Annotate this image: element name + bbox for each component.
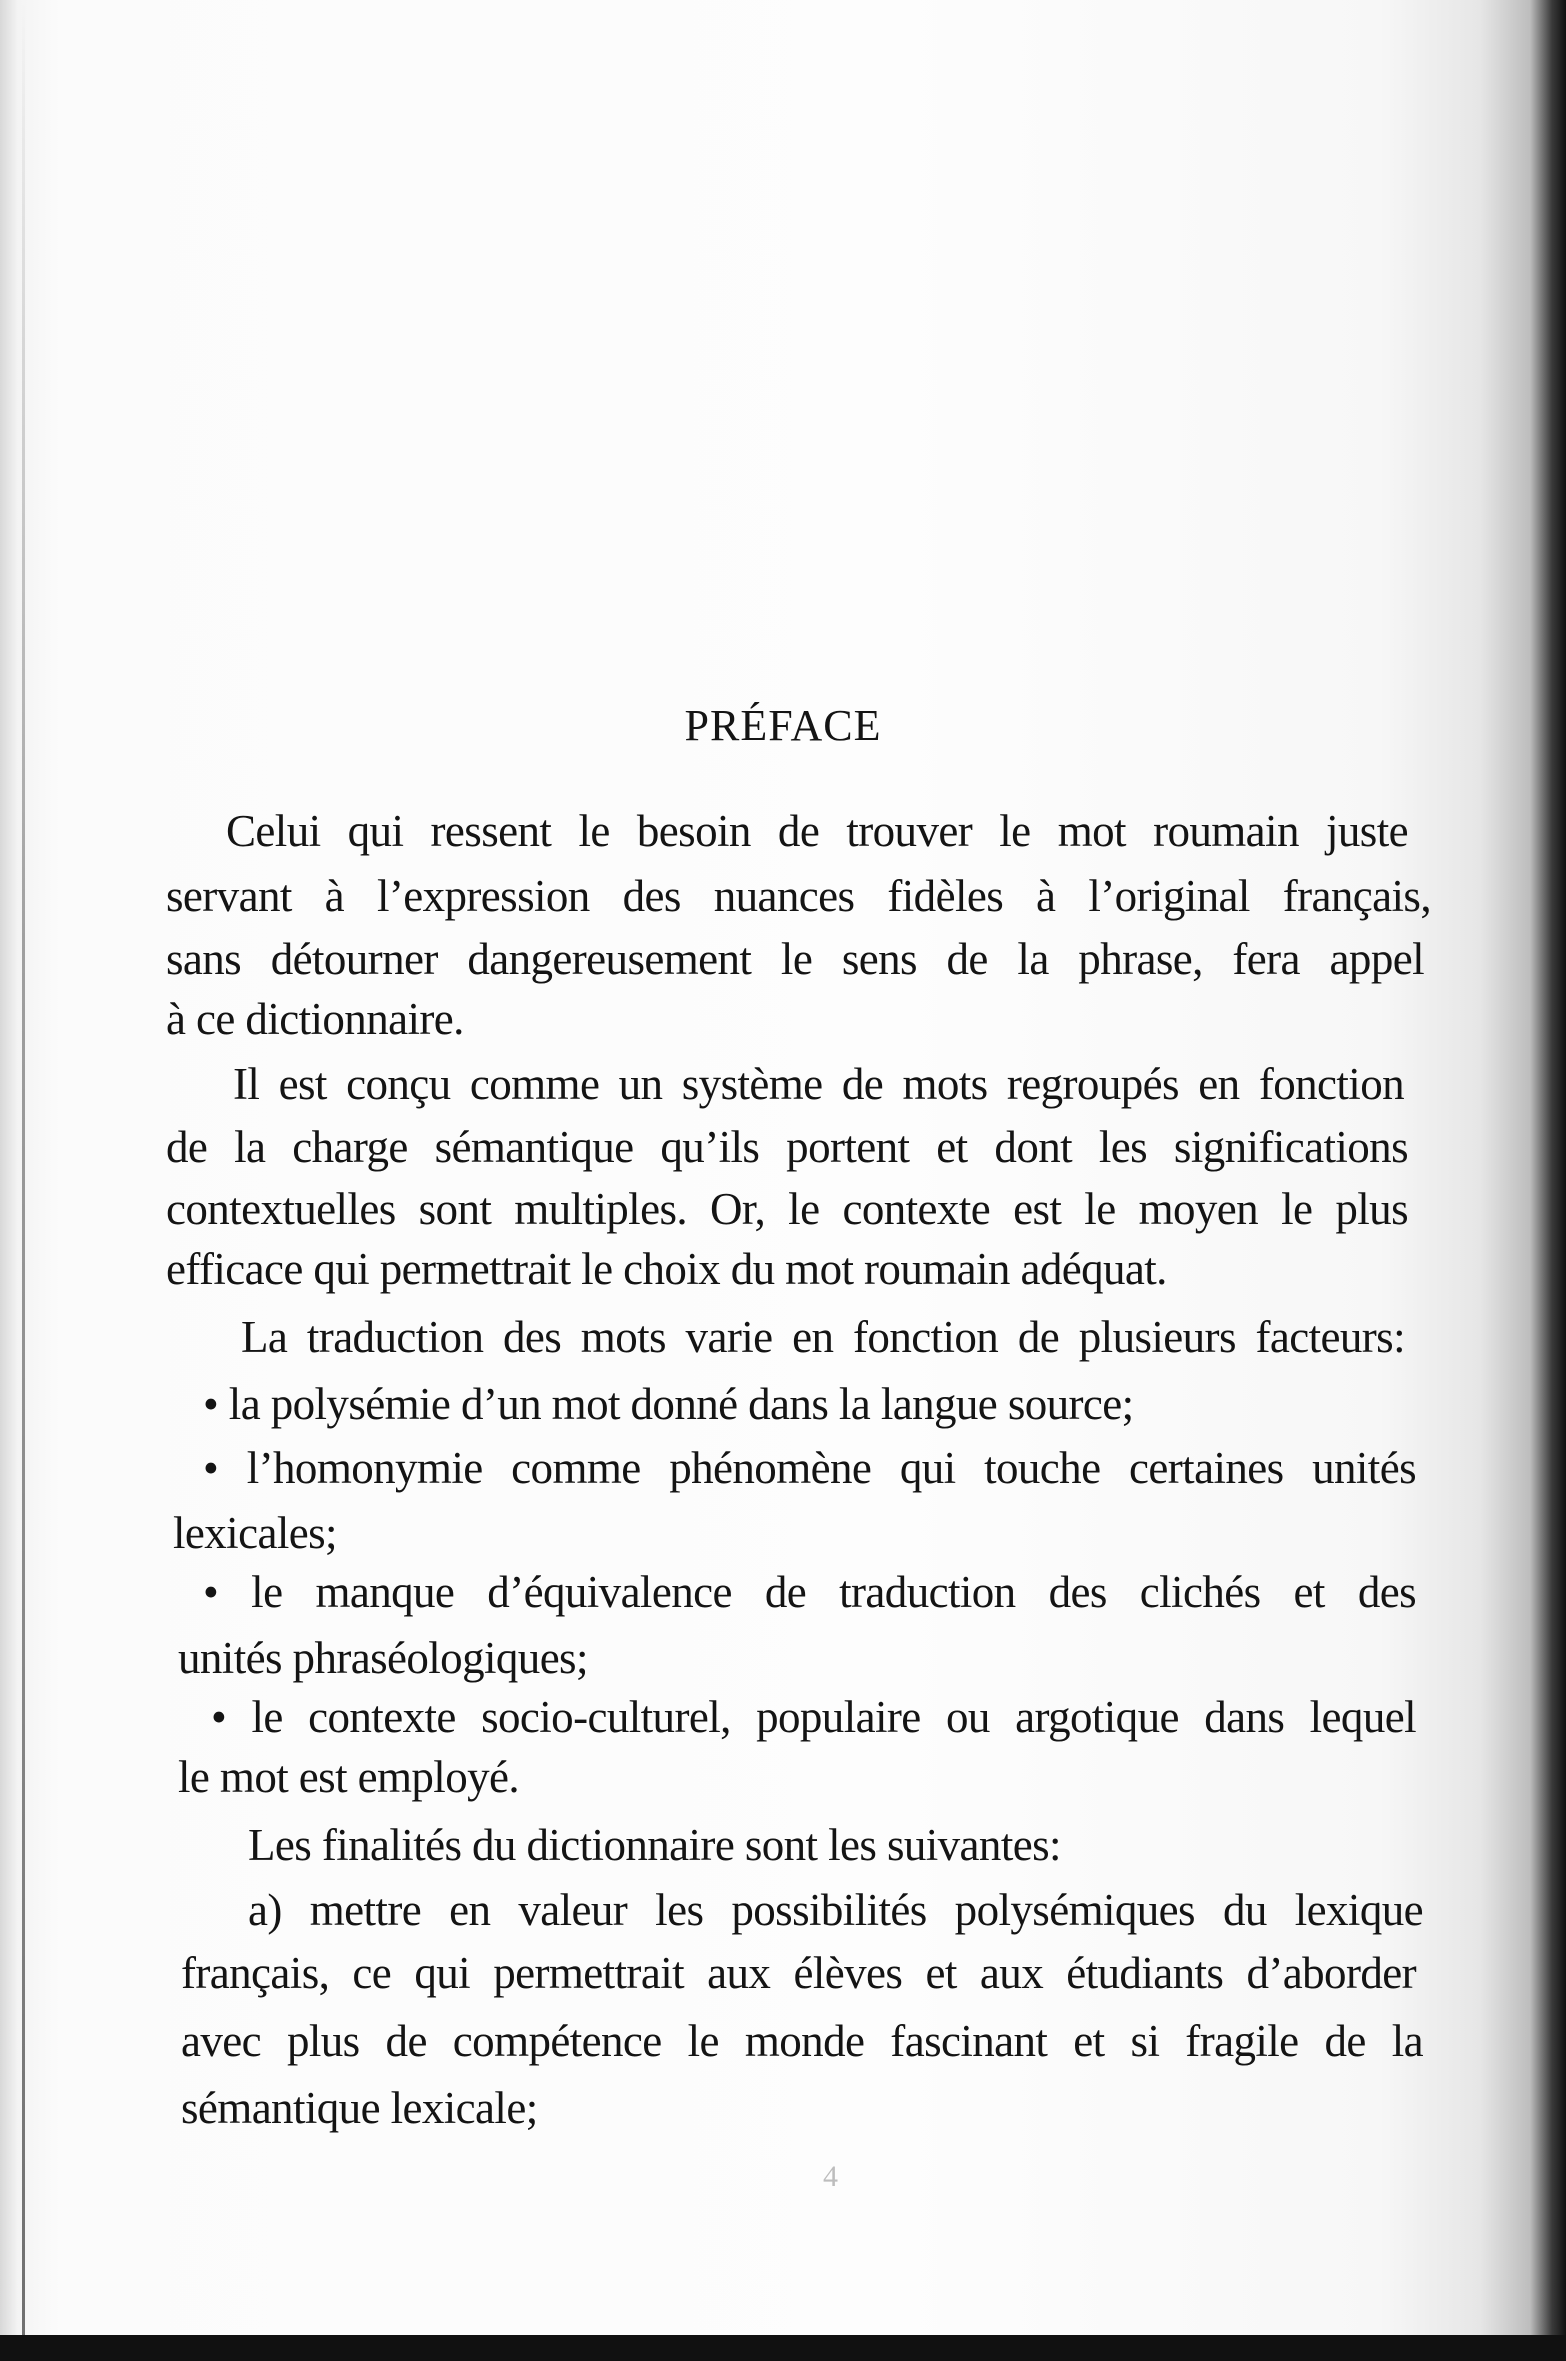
text-line: sans détourner dangereusement le sens de la phrase, fera appel <box>166 934 1424 984</box>
text-line: français, ce qui permettrait aux élèves et aux étudiants d’aborder <box>181 1948 1416 1998</box>
text-line: lexicales; <box>173 1508 337 1558</box>
list-item: • le manque d’équivalence de traduction des clichés et des <box>203 1567 1416 1617</box>
text-line: à ce dictionnaire. <box>166 994 464 1044</box>
text-line: avec plus de compétence le monde fascinant et si fragile de la <box>181 2016 1423 2066</box>
list-item: • l’homonymie comme phénomène qui touche certaines unités <box>203 1443 1416 1493</box>
page-gutter-shadow <box>22 0 25 2361</box>
text-line: servant à l’expression des nuances fidèles à l’original français, <box>166 871 1431 921</box>
list-item: • la polysémie d’un mot donné dans la langue source; <box>203 1379 1134 1429</box>
text-line: de la charge sémantique qu’ils portent et dont les significations <box>166 1122 1408 1172</box>
text-line: La traduction des mots varie en fonction de plusieurs facteurs: <box>241 1312 1405 1362</box>
text-line: Celui qui ressent le besoin de trouver le mot roumain juste <box>226 806 1408 856</box>
text-line: unités phraséologiques; <box>178 1633 588 1683</box>
text-line: sémantique lexicale; <box>181 2083 538 2133</box>
scan-border <box>0 2335 1566 2361</box>
text-line: Les finalités du dictionnaire sont les suivantes: <box>248 1820 1061 1870</box>
text-line: contextuelles sont multiples. Or, le contexte est le moyen le plus <box>166 1184 1408 1234</box>
text-line: efficace qui permettrait le choix du mot roumain adéquat. <box>166 1244 1167 1294</box>
text-line: le mot est employé. <box>178 1752 520 1802</box>
page-title: PRÉFACE <box>684 701 882 750</box>
list-item: • le contexte socio-culturel, populaire ou argotique dans lequel <box>211 1692 1416 1742</box>
text-line: Il est conçu comme un système de mots regroupés en fonction <box>233 1059 1404 1109</box>
page-number: 4 <box>823 2160 838 2193</box>
text-line: a) mettre en valeur les possibilités polysémiques du lexique <box>248 1885 1423 1935</box>
